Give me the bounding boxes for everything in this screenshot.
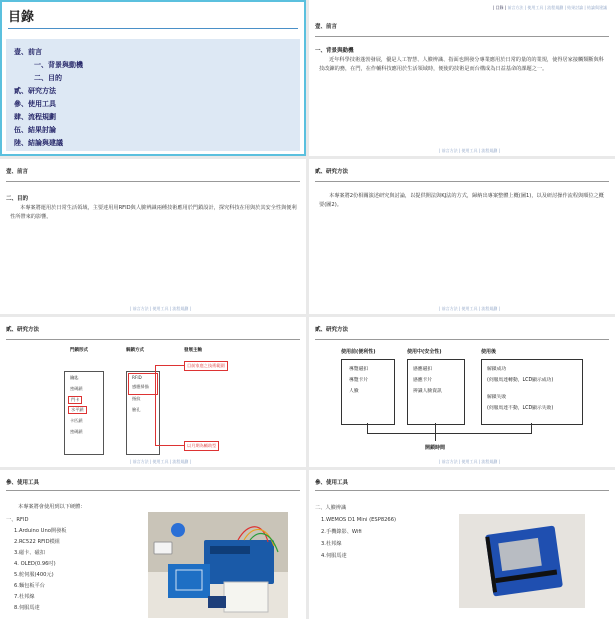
- phase-item: 辨識人臉資訊: [413, 389, 442, 394]
- section-title: 貳、研究方法: [6, 327, 40, 333]
- section-title: 壹、前言: [6, 169, 29, 175]
- slide-method-diagram2: [309, 317, 615, 467]
- tool-item: 6.麵包板平台: [14, 583, 45, 589]
- connector: [155, 365, 156, 445]
- lock-type: 水平鎖: [68, 406, 87, 414]
- phase-header: 使用後: [481, 349, 497, 355]
- section-divider: [315, 181, 609, 182]
- page-footer[interactable]: | 前言方法 | 使用工具 | 流程規劃 |: [130, 459, 192, 464]
- phase-header: 使用中(安全性): [407, 349, 442, 355]
- toc-page: [0, 0, 306, 156]
- phase-item: 感應卡片: [413, 378, 433, 383]
- lock-type: 卡匹鎖: [70, 418, 83, 423]
- tool-item: 1.WEMOS D1 Mini (ESP8266): [321, 517, 397, 523]
- subsection-title: 一、背景與動機: [315, 48, 354, 54]
- tool-item: 4.伺服馬達: [321, 553, 347, 559]
- lock-type: 門卡: [68, 396, 82, 404]
- tool-item: 4. OLED(0.96吋): [14, 561, 56, 567]
- toc-link-method[interactable]: 貳、研究方法: [14, 87, 56, 95]
- phase-item: 解鎖失敗: [487, 395, 507, 400]
- phase-item: 人臉: [349, 389, 359, 394]
- breadboard: [224, 582, 268, 612]
- tool-item: 8.伺服馬達: [14, 605, 40, 611]
- toc-link-results[interactable]: 伍、結果討論: [14, 126, 56, 134]
- rfid-card-icon: [154, 542, 172, 554]
- tool-item: 2.RC522 RFID模組: [14, 539, 60, 545]
- focus-tag-support: 以月期為輔助型: [184, 441, 219, 451]
- connector: [435, 433, 436, 441]
- section-divider: [6, 490, 300, 491]
- paragraph: 本專案將運用於日常生活領域，主要達用用RFID與人臉辨識兩種技術應用於門鎖設計，探究科技在用與於其安全性與便利性所帶來的影響。: [10, 205, 297, 220]
- nav-current[interactable]: | 目錄 |: [492, 5, 507, 10]
- paragraph: 本專案將2份相關演述研究與討論，以提供開法與KJ法的方式，歸納出專案整體上概(圖1)，以及研討操作流程與順位之概要(圖2)。: [319, 193, 604, 208]
- slide-method-intro: [309, 159, 615, 314]
- focus-tag-current: 目前家庭之技術範圍: [184, 361, 228, 371]
- section-title: 參、使用工具: [315, 480, 349, 486]
- phase-item: (伺服馬達轉動，LCD顯示成功): [487, 378, 554, 383]
- paragraph: 近年科學技術蓬勃發展，優是人工智慧、人臉辨識、指面也開發分專業應用於日常的量的的業規，使得居家接觸類斷與科技改鍊的務，在門，在作輔科技應用於生活領域時，便使的技術是而台構成為日益基命的課題之一。: [319, 57, 604, 72]
- toc-link-flow[interactable]: 肆、流程規劃: [14, 113, 56, 121]
- slide-background: [309, 0, 615, 156]
- toc-link-conclusion[interactable]: 陸、結論與建議: [14, 139, 63, 147]
- toc-list: [6, 39, 300, 151]
- connector: [155, 445, 184, 446]
- section-title: 貳、研究方法: [315, 327, 349, 333]
- slide-method-diagram1: [0, 317, 306, 467]
- unlock-method: 臉孔: [132, 407, 141, 412]
- section-divider: [315, 36, 609, 37]
- phase-header: 使用前(便利性): [341, 349, 376, 355]
- phase-item: 導覽卡片: [349, 378, 369, 383]
- connector: [367, 433, 532, 434]
- toc-divider: [8, 28, 298, 29]
- page-footer[interactable]: | 前言方法 | 使用工具 | 流程規劃 |: [439, 148, 501, 153]
- intro-text: 本專案將會使用到以下硬體：: [18, 504, 86, 510]
- timeline-label: 開鎖時間: [425, 445, 446, 451]
- tool-item: 2.手機錄影、Wifi: [321, 529, 362, 535]
- column-header: 解鎖方式: [126, 348, 144, 353]
- section-title: 貳、研究方法: [315, 169, 349, 175]
- rfid-module: [168, 564, 210, 598]
- unlock-method: RFID: [132, 375, 142, 380]
- esp8266-photo: [459, 514, 585, 608]
- column-header: 門鎖形式: [70, 348, 88, 353]
- lock-type: 密碼鎖: [70, 429, 83, 434]
- toc-title: 目錄: [8, 10, 35, 25]
- esp-chip-shield: [498, 538, 542, 571]
- connector: [435, 423, 436, 433]
- oled-display: [208, 596, 226, 608]
- unlock-method: 感應掃描: [132, 384, 149, 389]
- rfid-tag-icon: [171, 523, 185, 537]
- tool-item: 3.磁卡、磁扣: [14, 550, 45, 556]
- slide-tools-rfid: [0, 470, 306, 619]
- slide-purpose: [0, 159, 306, 314]
- lock-type: 鑰匙: [70, 375, 79, 380]
- connector: [531, 423, 532, 433]
- page-footer[interactable]: | 前言方法 | 使用工具 | 流程規劃 |: [439, 306, 501, 311]
- slide-nav[interactable]: [493, 5, 607, 11]
- slide-tools-face: [309, 470, 615, 619]
- group-title: 一、RFID: [6, 517, 29, 523]
- connector: [367, 423, 368, 433]
- tool-item: 3.杜邦線: [321, 541, 342, 547]
- toc-link-tools[interactable]: 參、使用工具: [14, 100, 56, 108]
- section-divider: [315, 339, 609, 340]
- section-divider: [6, 339, 300, 340]
- group-title: 二、人臉辨識: [315, 505, 347, 511]
- toc-link-purpose[interactable]: 二、目的: [34, 74, 62, 82]
- section-title: 參、使用工具: [6, 480, 40, 486]
- subsection-title: 二、目的: [6, 196, 29, 202]
- toc-link-intro[interactable]: 壹、前言: [14, 48, 42, 56]
- toc-link-background[interactable]: 一、背景與動機: [34, 61, 83, 69]
- section-divider: [6, 181, 300, 182]
- phase-item: 導覽磁扣: [349, 367, 369, 372]
- tool-item: 7.杜邦線: [14, 594, 35, 600]
- lock-type: 密碼鎖: [70, 386, 83, 391]
- connector: [155, 365, 184, 366]
- rfid-hardware-photo: [148, 512, 288, 618]
- tool-item: 1.Arduino Uno開發板: [14, 528, 67, 534]
- section-divider: [315, 490, 609, 491]
- section-title: 壹、前言: [315, 24, 338, 30]
- phase-item: 感應磁扣: [413, 367, 433, 372]
- nav-links[interactable]: 前言方法 | 使用工具 | 流程規劃 | 結果討論 | 結論與建議: [507, 5, 607, 10]
- column-header: 發展主軸: [184, 348, 202, 353]
- tool-item: 5.舵伺服(400元): [14, 572, 54, 578]
- unlock-method: 指紋: [132, 396, 141, 401]
- phase-item: 解鎖成功: [487, 367, 507, 372]
- page-footer[interactable]: | 前言方法 | 使用工具 | 流程規劃 |: [439, 459, 501, 464]
- board-header: [210, 546, 250, 554]
- page-footer[interactable]: | 前言方法 | 使用工具 | 流程規劃 |: [130, 306, 192, 311]
- phase-item: (伺服馬達不動，LCD顯示失敗): [487, 406, 554, 411]
